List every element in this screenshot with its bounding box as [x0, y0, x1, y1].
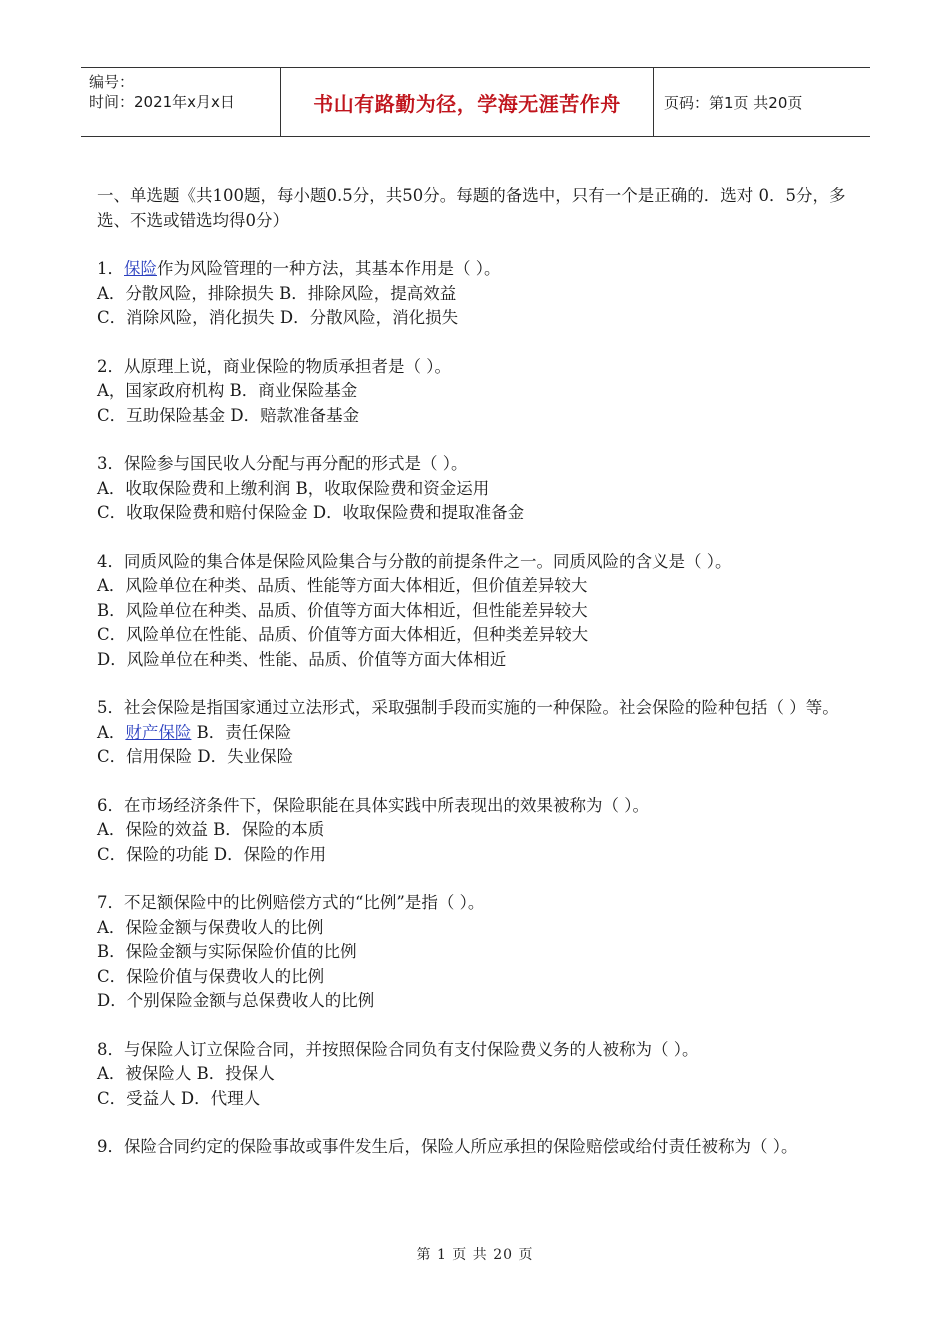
question-stem: 9．保险合同约定的保险事故或事件发生后，保险人所应承担的保险赔偿或给付责任被称为（ ）。 [97, 1137, 798, 1156]
question-option: A．保险金额与保费收人的比例 [97, 917, 324, 937]
question-2 [97, 355, 857, 429]
question-stem: 3．保险参与国民收人分配与再分配的形式是（ ）。 [97, 454, 468, 473]
question-option: A．保险的效益 B．保险的本质 [97, 820, 325, 839]
page-footer: 第 1 页 共 20 页 [416, 1247, 534, 1263]
question-option: A．风险单位在种类、品质、性能等方面大体相近，但价值差异较大 [97, 576, 588, 595]
question-9 [97, 1135, 857, 1160]
question-option: A．财产保险 B．责任保险 [97, 722, 292, 742]
question-stem: 2．从原理上说，商业保险的物质承担者是（ ）。 [97, 356, 451, 376]
question-option: C．互助保险基金 D．赔款准备基金 [97, 405, 360, 425]
header-page-info: 页码：第1页 共20页 [664, 93, 803, 112]
question-stem: 7．不足额保险中的比例赔偿方式的“比例”是指（ ）。 [97, 893, 485, 912]
question-option: A．收取保险费和上缴利润 B，收取保险费和资金运用 [97, 478, 490, 498]
question-7 [97, 891, 857, 1014]
question-option: C．收取保险费和赔付保险金 D．收取保险费和提取准备金 [97, 503, 525, 522]
question-4 [97, 550, 857, 673]
document-body [97, 184, 857, 1184]
header-meta [81, 68, 281, 136]
question-1 [97, 257, 857, 331]
insurance-link[interactable]: 保险 [124, 259, 157, 278]
page-header [81, 67, 870, 137]
question-option: C．消除风险，消化损失 D．分散风险，消化损失 [97, 308, 459, 327]
question-option: C．保险的功能 D．保险的作用 [97, 844, 327, 864]
question-stem: 1．保险作为风险管理的一种方法，其基本作用是（ ）。 [97, 259, 501, 278]
serial-label: 编号： [89, 73, 135, 91]
section-intro: 一、单选题《共100题，每小题0.5分，共50分。每题的备选中，只有一个是正确的．选对 0．5分，多选、不选或错选均得0分） [97, 186, 846, 230]
question-option: B．风险单位在种类、品质、价值等方面大体相近，但性能差异较大 [97, 600, 588, 620]
question-stem: 6．在市场经济条件下，保险职能在具体实践中所表现出的效果被称为（ ）。 [97, 795, 649, 815]
question-5 [97, 696, 857, 770]
question-8 [97, 1038, 857, 1112]
question-option: B．保险金额与实际保险价值的比例 [97, 942, 357, 961]
question-option: A．被保险人 B．投保人 [97, 1064, 275, 1083]
question-option: A，国家政府机构 B．商业保险基金 [97, 381, 358, 400]
question-option: A．分散风险，排除损失 B．排除风险，提高效益 [97, 283, 457, 303]
question-option: C．保险价值与保费收人的比例 [97, 966, 325, 986]
question-option: D．个别保险金额与总保费收人的比例 [97, 991, 375, 1010]
property-insurance-link[interactable]: 财产保险 [125, 722, 192, 742]
question-6 [97, 794, 857, 868]
question-stem: 4．同质风险的集合体是保险风险集合与分散的前提条件之一。同质风险的含义是（ ）。 [97, 551, 732, 571]
question-stem: 8．与保险人订立保险合同，并按照保险合同负有支付保险费义务的人被称为（ ）。 [97, 1039, 699, 1059]
question-3 [97, 452, 857, 526]
question-stem: 5．社会保险是指国家通过立法形式，采取强制手段而实施的一种保险。社会保险的险种包括（ ）等。 [97, 698, 839, 717]
question-option: C．受益人 D．代理人 [97, 1088, 261, 1108]
time-label: 时间：2021年x月x日 [89, 93, 235, 111]
question-option: C．风险单位在性能、品质、价值等方面大体相近，但种类差异较大 [97, 625, 589, 644]
header-motto: 书山有路勤为径，学海无涯苦作舟 [281, 68, 654, 136]
question-option: C．信用保险 D．失业保险 [97, 747, 294, 766]
question-option: D．风险单位在种类、性能、品质、价值等方面大体相近 [97, 649, 507, 669]
